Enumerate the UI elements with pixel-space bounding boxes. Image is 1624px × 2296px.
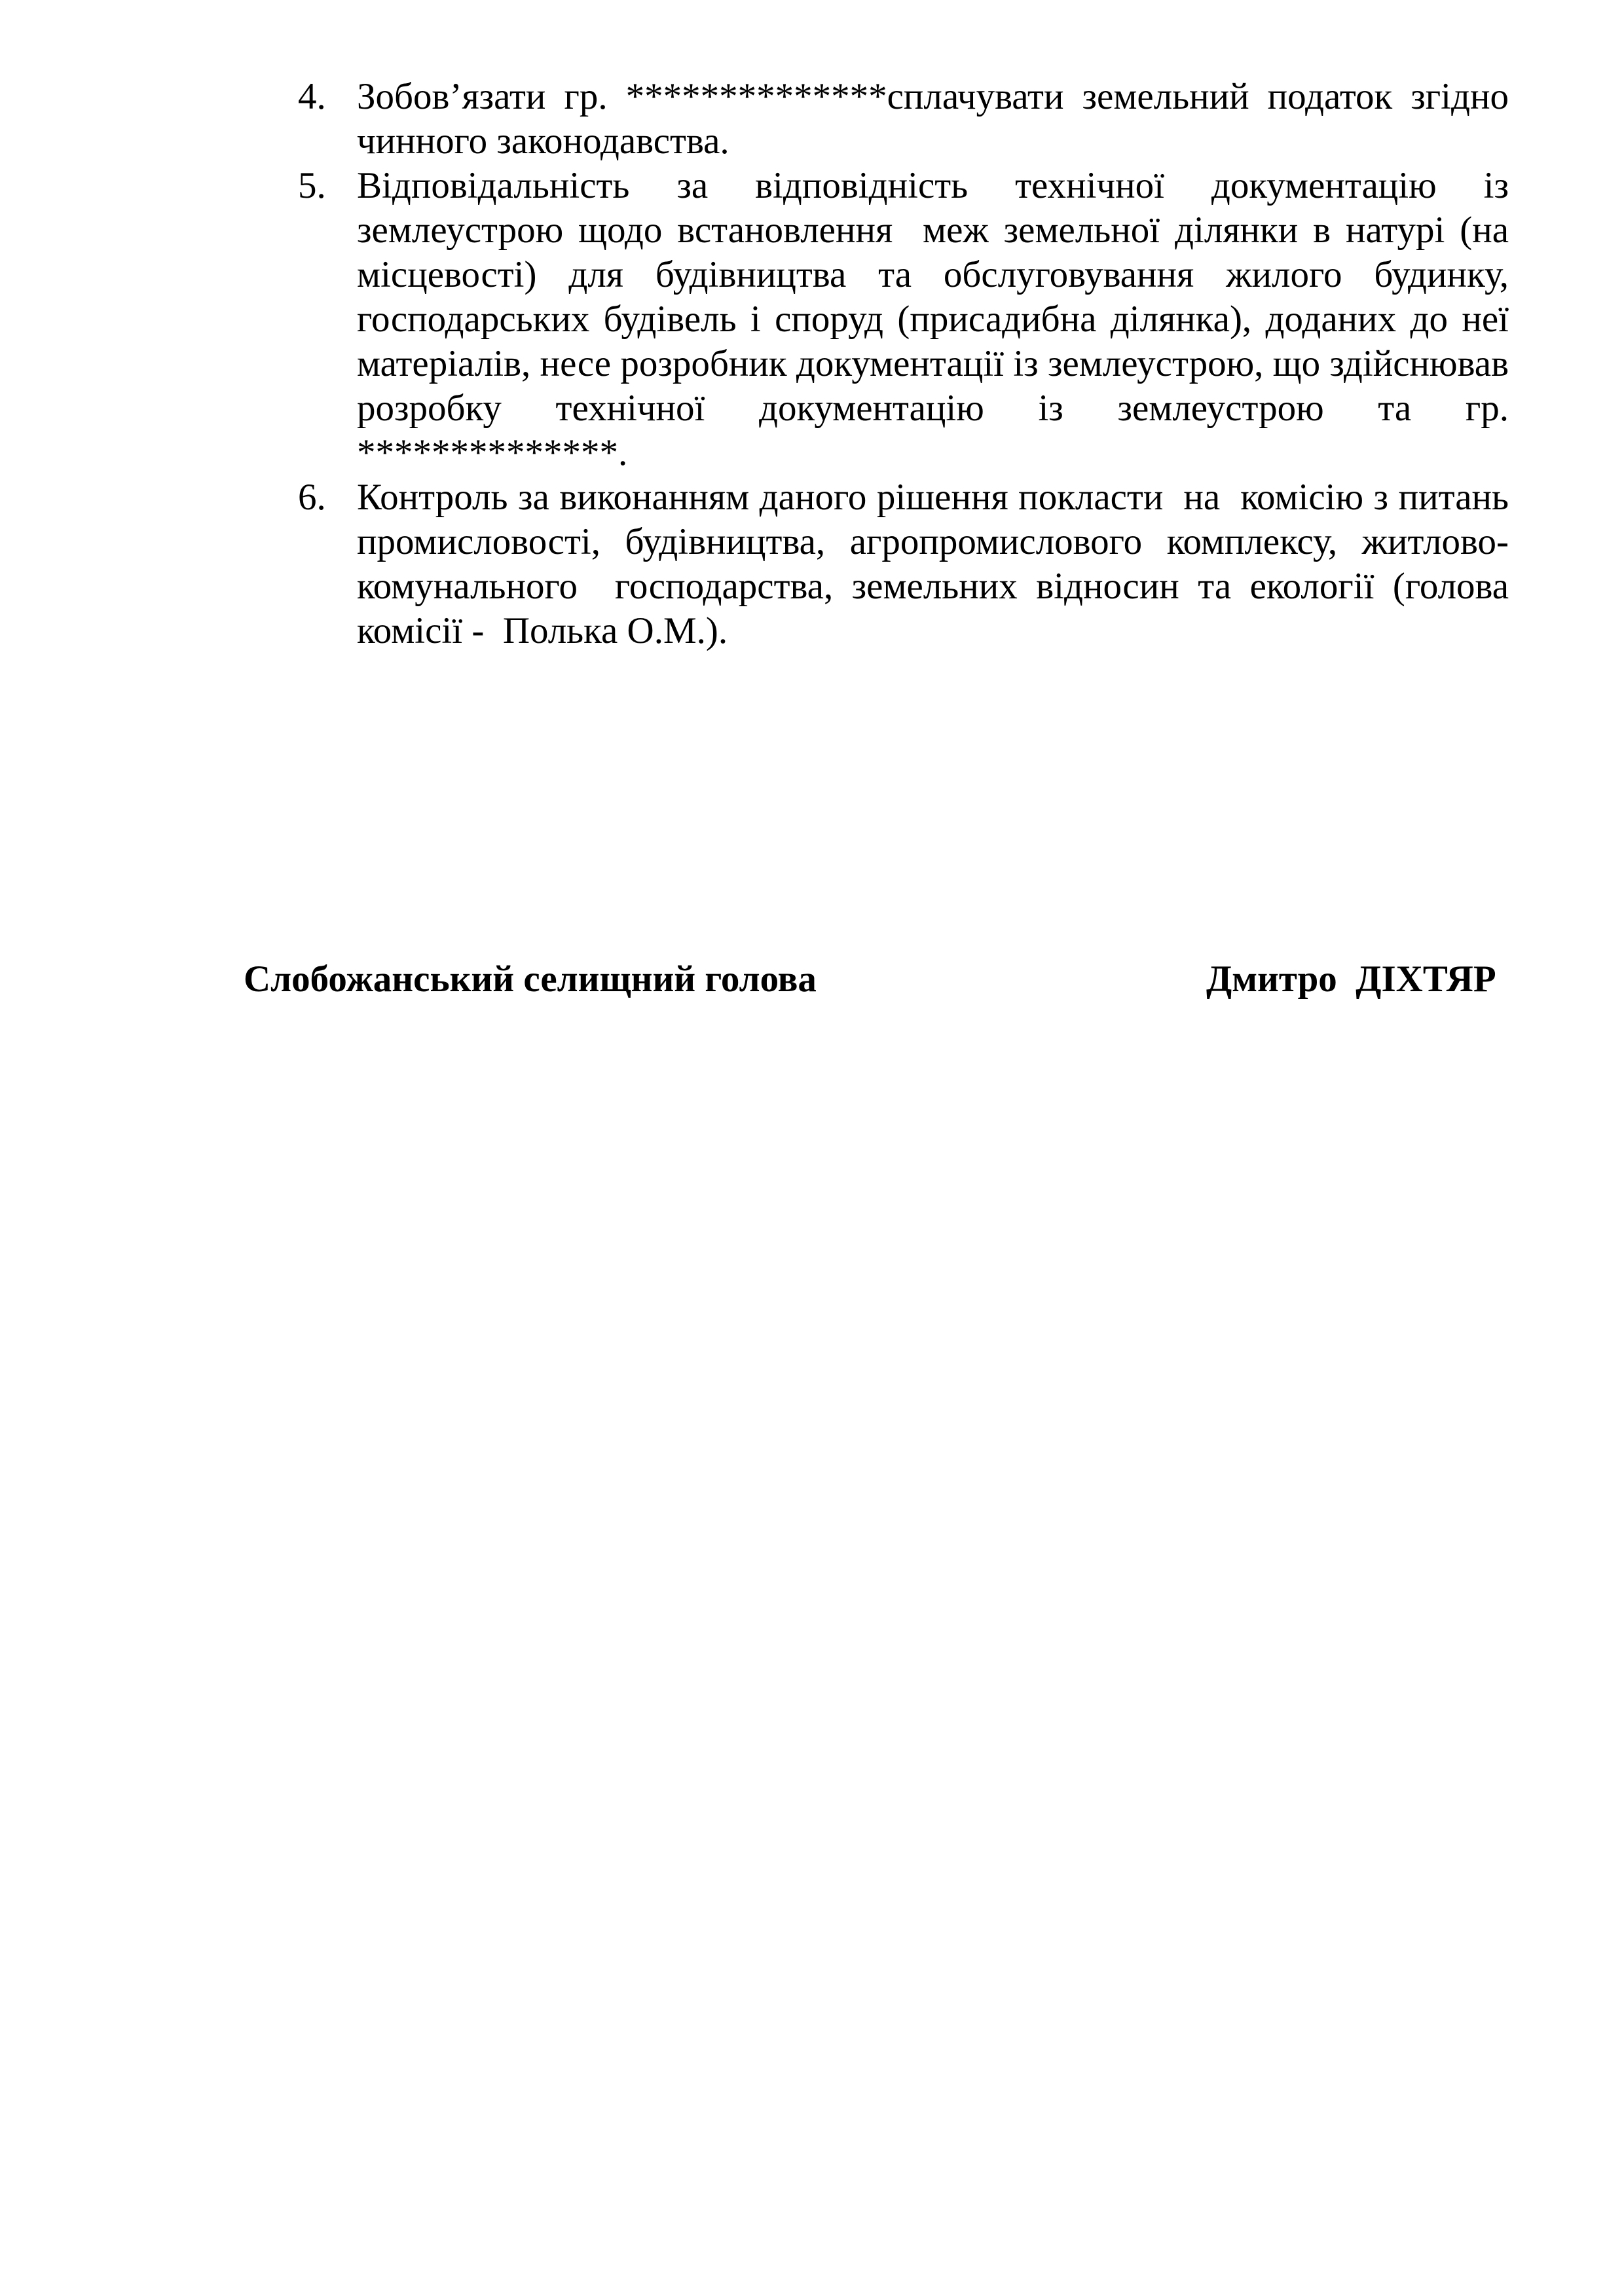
list-item-6 [298, 475, 1519, 653]
list-item-5-text: Відповідальність за відповідність технічної документацію із землеустрою щодо встановлення меж земельної ділянки в натурі (на місцевості) для будівництва та обслуговування жилого будинку, господарських будівель і споруд (присадибна ділянка), доданих до неї матеріалів, несе розробник документації із землеустрою, що здійснював розробку технічної документацію із землеустрою та гр. **************. [357, 165, 1519, 473]
signature-official-title: Слобожанський селищний голова [244, 958, 817, 1000]
signature-block [0, 957, 1624, 1002]
signature-official-name: Дмитро ДІХТЯР [1206, 958, 1496, 1000]
list-item-4-number: 4. [298, 76, 326, 117]
list-item-5 [298, 164, 1519, 475]
list-item-4-text: Зобов’язати гр. **************сплачувати земельний податок згідно чинного законодавства. [357, 76, 1519, 162]
list-item-5-number: 5. [298, 165, 326, 206]
list-item-4 [298, 75, 1519, 164]
list-item-6-text: Контроль за виконанням даного рішення покласти на комісію з питань промисловості, будівництва, агропромислового комплексу, житлово-комунального господарства, земельних відносин та екології (голова комісії - Полька О.М.). [357, 477, 1519, 651]
list-item-6-number: 6. [298, 477, 326, 518]
resolution-items-list [298, 75, 1519, 653]
